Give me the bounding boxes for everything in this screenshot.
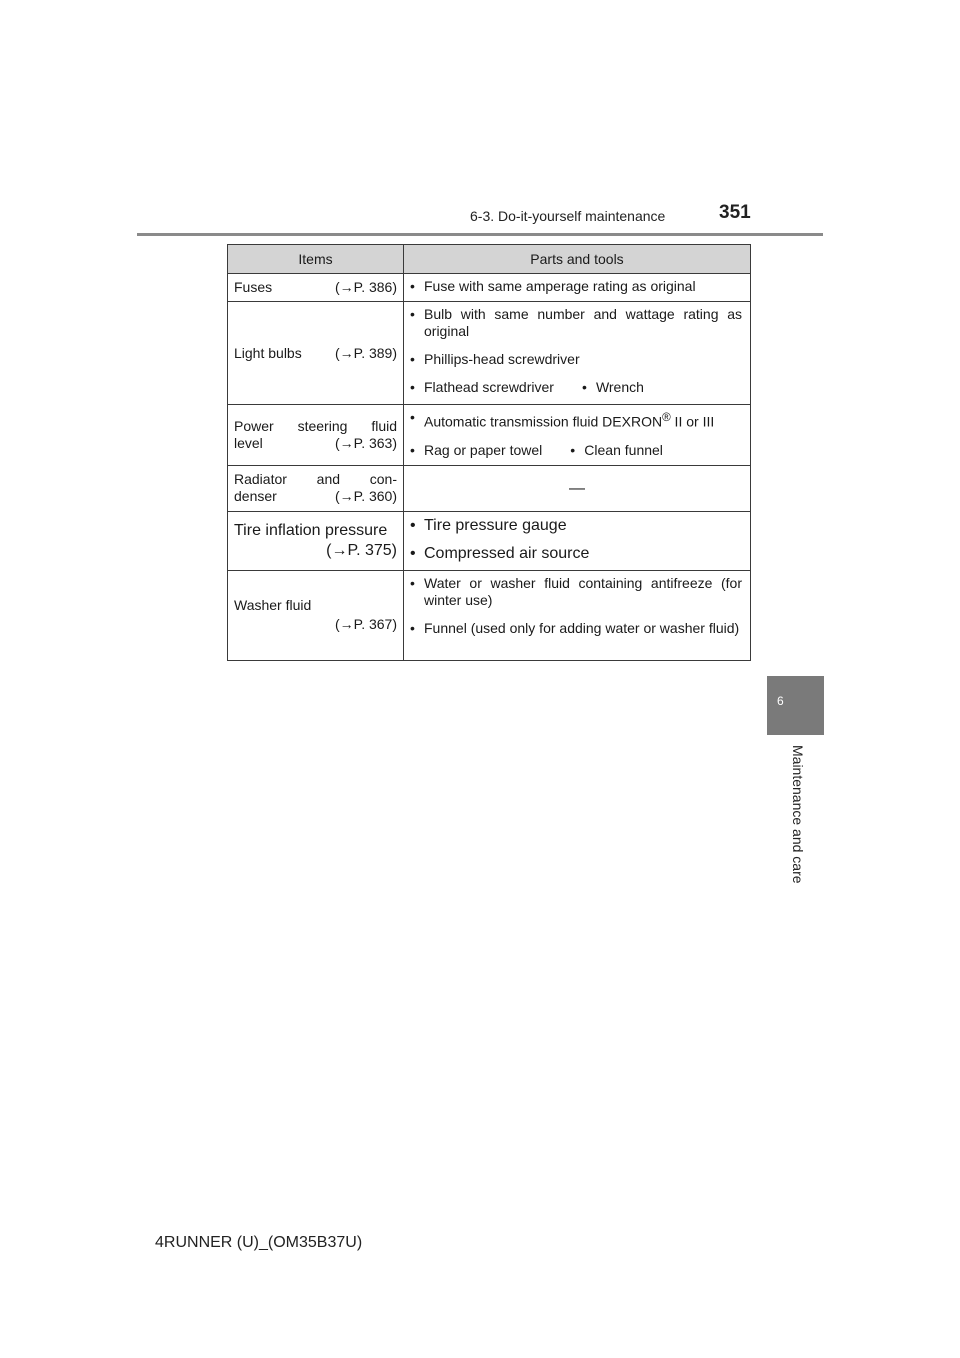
- list-item: • Automatic transmission fluid DEXRON® II or III: [410, 409, 715, 430]
- table-row: [228, 511, 751, 570]
- item-name: Washer fluid: [234, 597, 312, 614]
- list-item-pair: • Flathead screwdriver • Wrench: [410, 379, 644, 395]
- chapter-number: 6: [777, 694, 784, 708]
- parts-cell: [404, 511, 751, 570]
- table-row: [228, 570, 751, 660]
- list-item: • Bulb with same number and wattage rating as original: [410, 306, 742, 339]
- bullet-icon: •: [410, 441, 415, 458]
- page-reference: (→P. 363): [335, 434, 397, 451]
- header-divider: [137, 233, 823, 236]
- parts-cell-none: —: [404, 465, 751, 511]
- bullet-icon: •: [410, 351, 415, 367]
- item-cell: [228, 302, 404, 405]
- item-cell: [228, 511, 404, 570]
- item-name-cont: denser: [234, 488, 277, 505]
- item-cell: [228, 405, 404, 466]
- table-row: [228, 274, 751, 302]
- list-item: • Fuse with same amperage rating as original: [410, 278, 696, 294]
- bullet-icon: •: [410, 574, 415, 591]
- page-reference: (→P. 375): [326, 541, 397, 559]
- parts-and-tools-table: [227, 244, 751, 661]
- list-item-pair: • Rag or paper towel • Clean funnel: [410, 441, 663, 458]
- chapter-label: Maintenance and care: [790, 745, 806, 884]
- table-row: [228, 405, 751, 466]
- bullet-icon: •: [410, 278, 415, 294]
- page-reference: (→P. 389): [335, 344, 397, 361]
- list-item: • Water or washer fluid containing antifreeze (for winter use): [410, 574, 742, 608]
- parts-cell: [404, 302, 751, 405]
- bullet-icon: •: [410, 516, 416, 534]
- page-number: 351: [719, 202, 751, 223]
- item-name: Light bulbs: [234, 344, 302, 361]
- item-name: Power steering fluid: [234, 417, 397, 434]
- parts-cell: [404, 274, 751, 302]
- registered-mark: ®: [662, 411, 671, 424]
- header-items: Items: [228, 245, 404, 274]
- bullet-icon: •: [410, 409, 415, 425]
- header-parts-and-tools: Parts and tools: [404, 245, 751, 274]
- item-name: Radiator and con-: [234, 471, 397, 488]
- bullet-icon: •: [410, 544, 416, 562]
- table-row: [228, 465, 751, 511]
- bullet-icon: •: [410, 379, 415, 395]
- list-item: • Tire pressure gauge: [410, 516, 567, 534]
- item-name: Tire inflation pressure: [234, 521, 388, 539]
- item-name-cont: level: [234, 434, 263, 451]
- parts-cell: [404, 570, 751, 660]
- chapter-tab: [767, 676, 824, 735]
- bullet-icon: •: [410, 619, 415, 636]
- item-cell: [228, 465, 404, 511]
- list-item: • Phillips-head screwdriver: [410, 351, 580, 367]
- list-item: • Funnel (used only for adding water or washer fluid): [410, 619, 740, 636]
- item-cell: [228, 274, 404, 302]
- bullet-icon: •: [570, 441, 576, 458]
- page-reference: (→P. 367): [335, 616, 397, 633]
- bullet-icon: •: [410, 306, 415, 322]
- page-reference: (→P. 360): [335, 488, 397, 505]
- page-reference: (→P. 386): [335, 279, 397, 295]
- footer-model-code: 4RUNNER (U)_(OM35B37U): [155, 1234, 363, 1251]
- item-name: Fuses: [234, 279, 273, 295]
- table-header-row: [228, 245, 751, 274]
- item-cell: [228, 570, 404, 660]
- list-item: • Compressed air source: [410, 544, 590, 562]
- bullet-icon: •: [581, 379, 587, 395]
- table-row: [228, 302, 751, 405]
- parts-cell: [404, 405, 751, 466]
- header-section-title: 6-3. Do-it-yourself maintenance: [470, 208, 666, 224]
